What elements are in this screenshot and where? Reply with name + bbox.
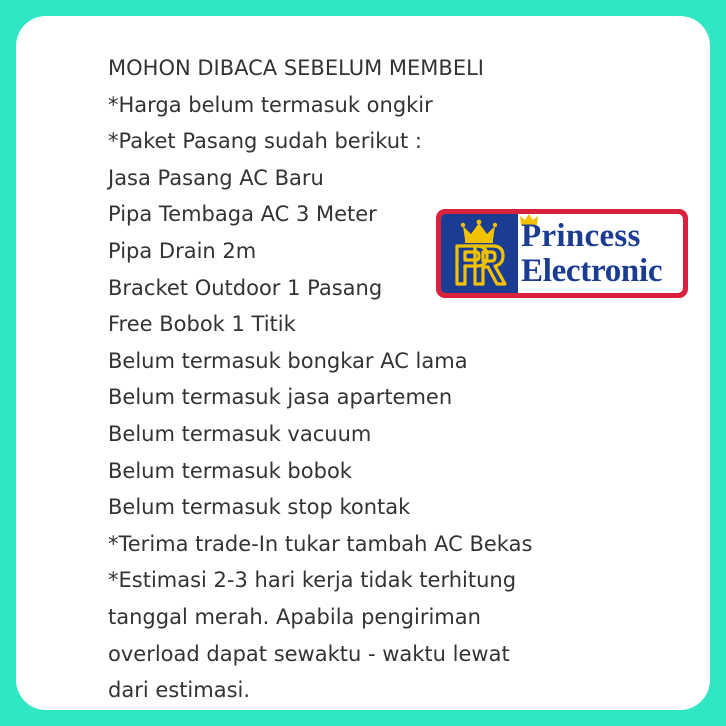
logo-panel: [441, 214, 683, 293]
notice-line: Belum termasuk bongkar AC lama: [108, 348, 468, 373]
notice-line: Belum termasuk jasa apartemen: [108, 385, 453, 410]
notice-line: Belum termasuk bobok: [108, 458, 352, 483]
notice-line: Pipa Drain 2m: [108, 238, 257, 263]
notice-line: Jasa Pasang AC Baru: [108, 165, 324, 190]
notice-line: Pipa Tembaga AC 3 Meter: [108, 202, 377, 227]
notice-line: Free Bobok 1 Titik: [108, 312, 296, 337]
notice-line: *Paket Pasang sudah berikut :: [108, 129, 423, 154]
logo-wordmark: [521, 218, 683, 288]
notice-line: Belum termasuk stop kontak: [108, 495, 411, 520]
notice-line: Belum termasuk vacuum: [108, 421, 372, 446]
notice-card: [16, 16, 710, 710]
notice-heading: MOHON DIBACA SEBELUM MEMBELI: [108, 56, 484, 80]
logo-word-princess: Princess: [521, 218, 641, 254]
notice-line: *Terima trade-In tukar tambah AC Bekas: [108, 531, 533, 556]
notice-text-block: [108, 50, 628, 709]
notice-line: *Estimasi 2-3 hari kerja tidak terhitung: [108, 568, 517, 593]
princess-electronic-logo: [436, 209, 688, 298]
notice-line: *Harga belum termasuk ongkir: [108, 92, 433, 117]
logo-word-electronic: Electronic: [521, 253, 663, 289]
notice-line: dari estimasi.: [108, 678, 251, 703]
notice-line: tanggal merah. Apabila pengiriman: [108, 604, 481, 629]
notice-line: Bracket Outdoor 1 Pasang: [108, 275, 383, 300]
notice-line: overload dapat sewaktu - waktu lewat: [108, 641, 510, 666]
crown-pr-monogram-icon: [441, 214, 518, 293]
